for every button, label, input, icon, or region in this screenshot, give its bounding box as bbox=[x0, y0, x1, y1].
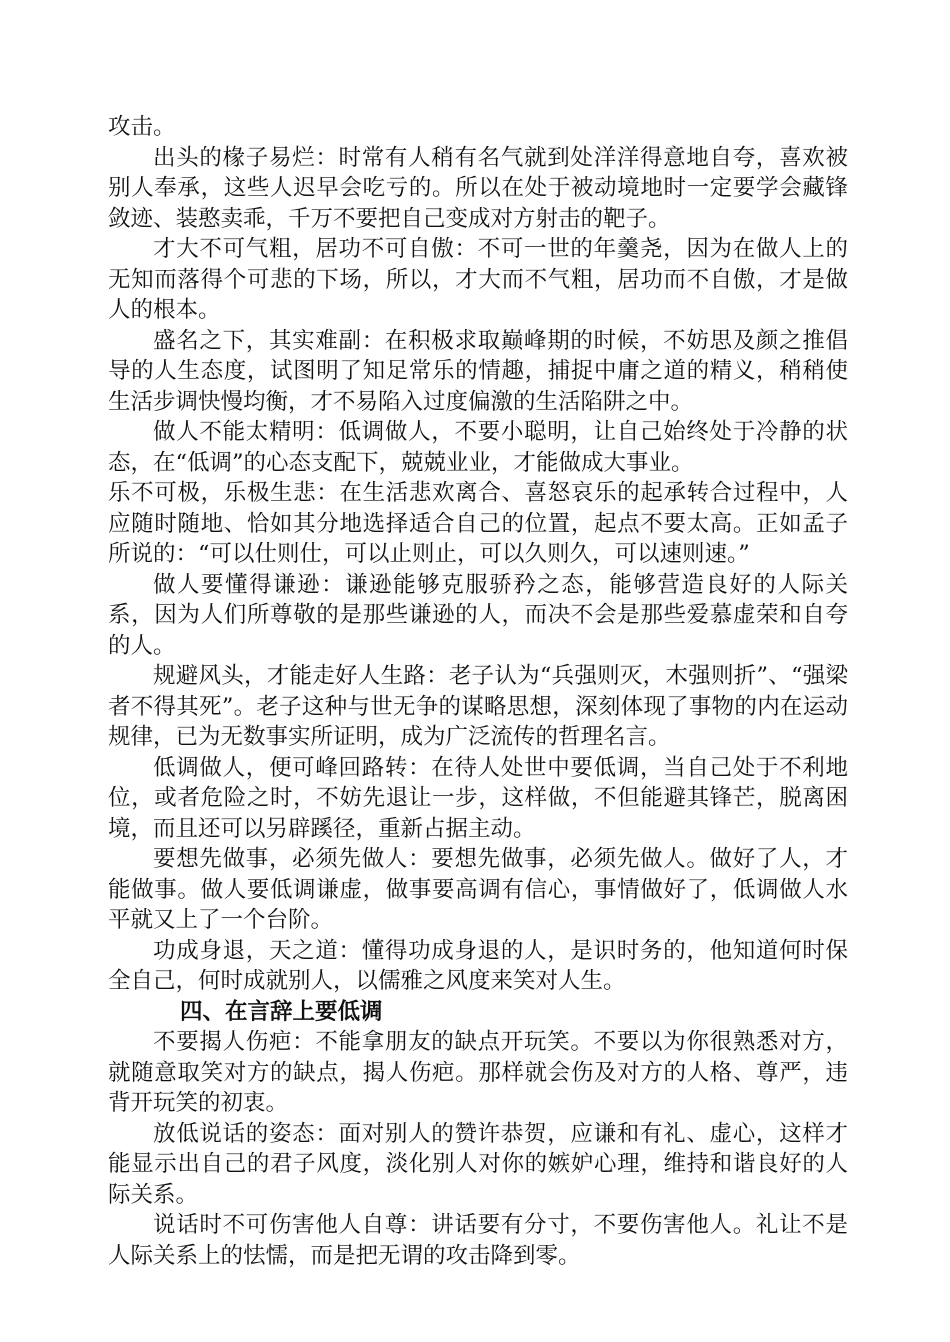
paragraph: 规避风头，才能走好人生路：老子认为“兵强则灭，木强则折”、“强梁者不得其死”。老子这种与世无争的谋略思想，深刻体现了事物的内在运动规律，已为无数事实所证明，成为广泛流传的哲理名言。 bbox=[108, 663, 848, 750]
paragraph: 说话时不可伤害他人自尊：讲话要有分寸，不要伤害他人。礼让不是人际关系上的怯懦，而是把无谓的攻击降到零。 bbox=[108, 1212, 848, 1269]
paragraph: 要想先做事，必须先做人：要想先做事，必须先做人。做好了人，才能做事。做人要低调谦虚，做事要高调有信心，事情做好了，低调做人水平就又上了一个台阶。 bbox=[108, 846, 848, 933]
paragraph: 攻击。 bbox=[108, 114, 176, 140]
paragraph: 做人不能太精明：低调做人，不要小聪明，让自己始终处于冷静的状态，在“低调”的心态支配下，兢兢业业，才能做成大事业。 bbox=[108, 419, 848, 476]
paragraph: 才大不可气粗，居功不可自傲：不可一世的年羹尧，因为在做人上的无知而落得个可悲的下场，所以，才大而不气粗，居功而不自傲，才是做人的根本。 bbox=[108, 236, 848, 323]
paragraph: 放低说话的姿态：面对别人的赞许恭贺，应谦和有礼、虚心，这样才能显示出自己的君子风度，淡化别人对你的嫉妒心理，维持和谐良好的人际关系。 bbox=[108, 1120, 848, 1208]
document-page bbox=[108, 112, 848, 1271]
paragraph: 乐不可极，乐极生悲：在生活悲欢离合、喜怒哀乐的起承转合过程中，人应随时随地、恰如其分地选择适合自己的位置，起点不要太高。正如孟子所说的：“可以仕则仕，可以止则止，可以久则久，可以速则速。” bbox=[108, 480, 848, 567]
paragraph: 低调做人，便可峰回路转：在待人处世中要低调，当自己处于不利地位，或者危险之时，不妨先退让一步，这样做，不但能避其锋芒，脱离困境，而且还可以另辟蹊径，重新占据主动。 bbox=[108, 754, 848, 842]
paragraph: 出头的椽子易烂：时常有人稍有名气就到处洋洋得意地自夸，喜欢被别人奉承，这些人迟早会吃亏的。所以在处于被动境地时一定要学会藏锋敛迹、装憨卖乖，千万不要把自己变成对方射击的靶子。 bbox=[108, 144, 848, 232]
paragraph: 功成身退，天之道：懂得功成身退的人，是识时务的，他知道何时保全自己，何时成就别人，以儒雅之风度来笑对人生。 bbox=[108, 937, 848, 994]
paragraph: 不要揭人伤疤：不能拿朋友的缺点开玩笑。不要以为你很熟悉对方，就随意取笑对方的缺点，揭人伤疤。那样就会伤及对方的人格、尊严，违背开玩笑的初衷。 bbox=[108, 1029, 848, 1116]
paragraph: 盛名之下，其实难副：在积极求取巅峰期的时候，不妨思及颜之推倡导的人生态度，试图明了知足常乐的情趣，捕捉中庸之道的精义，稍稍使生活步调快慢均衡，才不易陷入过度偏激的生活陷阱之中。 bbox=[108, 327, 848, 415]
section-heading: 四、在言辞上要低调 bbox=[180, 998, 383, 1025]
paragraph: 做人要懂得谦逊：谦逊能够克服骄矜之态，能够营造良好的人际关系，因为人们所尊敬的是那些谦逊的人，而决不会是那些爱慕虚荣和自夸的人。 bbox=[108, 571, 848, 659]
